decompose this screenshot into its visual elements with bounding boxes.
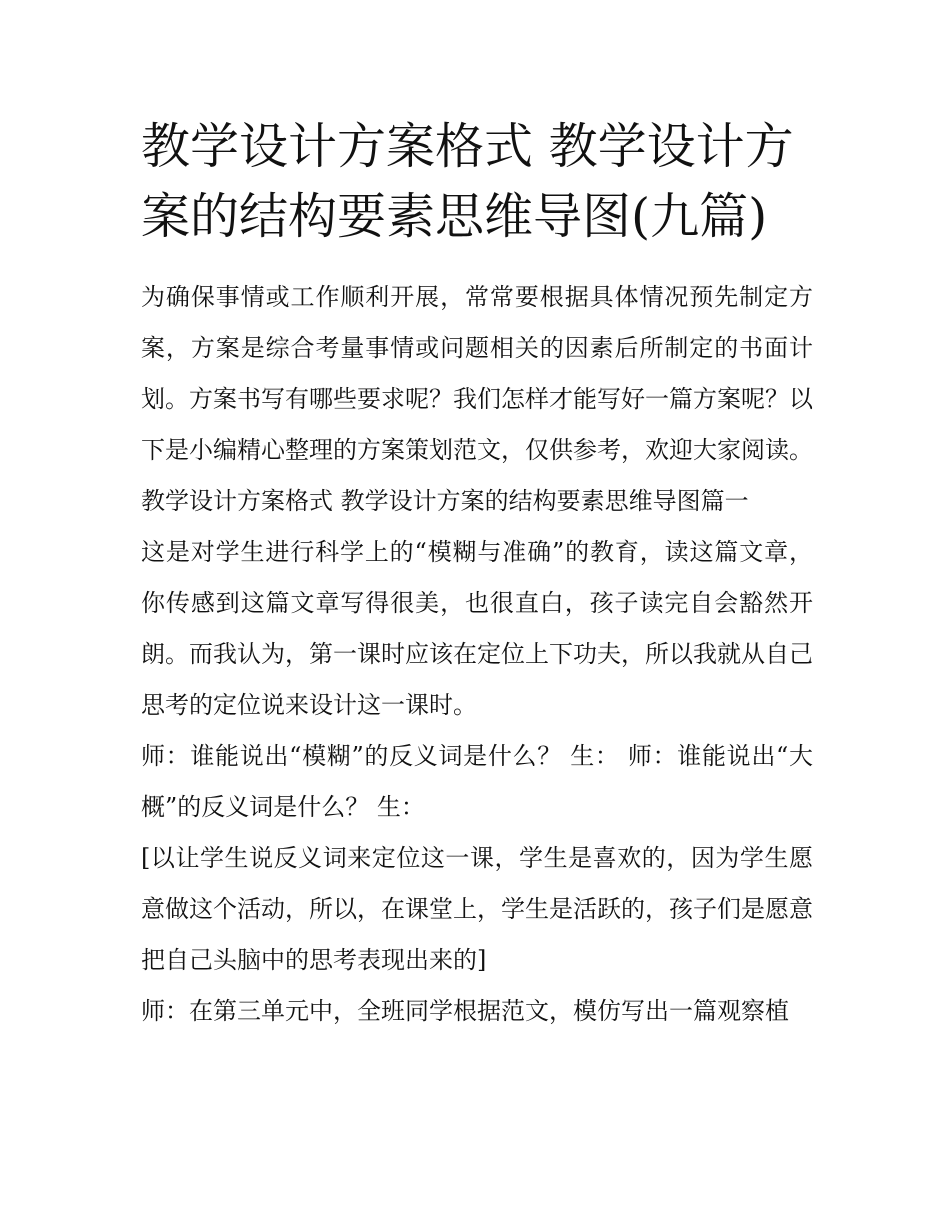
paragraph-intro: 为确保事情或工作顺利开展，常常要根据具体情况预先制定方案，方案是综合考量事情或问题相关的因素后所制定的书面计划。方案书写有哪些要求呢？我们怎样才能写好一篇方案呢？以下是小编精心整理的方案策划范文，仅供参考，欢迎大家阅读。 — [141, 283, 813, 464]
paragraph-body-1: 这是对学生进行科学上的“模糊与准确”的教育，读这篇文章，你传感到这篇文章写得很美，也很直白，孩子读完自会豁然开朗。而我认为，第一课时应该在定位上下功夫，所以我就从自己思考的定位说来设计这一课时。 — [141, 538, 813, 719]
paragraph-annotation: [以让学生说反义词来定位这一课，学生是喜欢的，因为学生愿意做这个活动，所以，在课堂上，学生是活跃的，孩子们是愿意把自己头脑中的思考表现出来的] — [141, 844, 813, 974]
document-title: 教学设计方案格式 教学设计方案的结构要素思维导图(九篇) — [141, 118, 794, 245]
paragraph-dialogue-2: 师：在第三单元中，全班同学根据范文，模仿写出一篇观察植 — [141, 997, 789, 1025]
section-heading: 教学设计方案格式 教学设计方案的结构要素思维导图篇一 — [141, 487, 749, 515]
paragraph-dialogue-1: 师：谁能说出“模糊”的反义词是什么？ 生： 师：谁能说出“大概”的反义词是什么？ 生： — [141, 742, 813, 821]
document-page — [141, 112, 813, 1037]
